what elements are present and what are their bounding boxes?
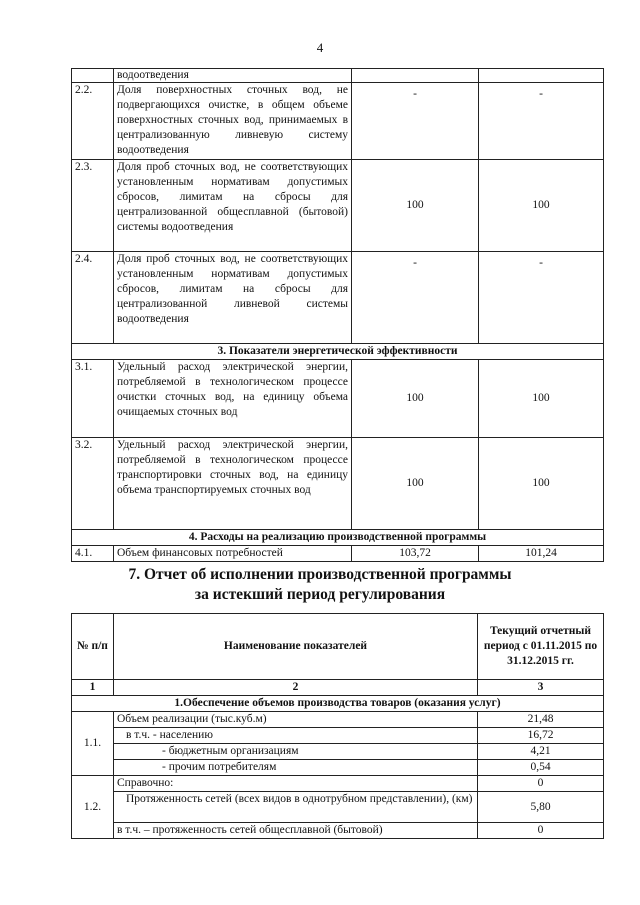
indicator-text: в т.ч. – протяженность сетей общесплавной (бытовой)	[114, 823, 478, 839]
value-cell	[352, 69, 479, 83]
table-row	[72, 83, 604, 160]
value-cell: -	[352, 83, 479, 160]
indicator-text: - бюджетным организациям	[114, 744, 478, 760]
row-number: 2.2.	[72, 83, 114, 160]
indicator-text: в т.ч. - населению	[114, 728, 478, 744]
value-cell: 100	[479, 360, 604, 438]
header-period: Текущий отчетный период с 01.11.2015 по 31.12.2015 гг.	[478, 614, 604, 680]
value-cell: 0	[478, 823, 604, 839]
column-number: 3	[478, 680, 604, 696]
value-cell: 4,21	[478, 744, 604, 760]
section-7-title: 7. Отчет об исполнении производственной программы	[128, 566, 512, 583]
value-cell: 100	[352, 360, 479, 438]
table-row	[72, 744, 604, 760]
value-cell: 100	[352, 160, 479, 252]
value-cell	[479, 69, 604, 83]
row-number: 1.2.	[72, 776, 114, 839]
value-cell: 103,72	[352, 546, 479, 562]
column-number: 1	[72, 680, 114, 696]
value-cell: -	[352, 252, 479, 344]
table-row	[72, 69, 604, 83]
page-number: 4	[316, 40, 324, 55]
value-cell: 0	[478, 776, 604, 792]
row-number: 2.3.	[72, 160, 114, 252]
table-row	[72, 712, 604, 728]
section-heading: 3. Показатели энергетической эффективности	[72, 344, 604, 360]
section-heading: 4. Расходы на реализацию производственной программы	[72, 530, 604, 546]
indicator-text: Доля поверхностных сточных вод, не подвергающихся очистке, в общем объеме поверхностных сточных вод, принимаемых в централизованную ливневую систему водоотведения	[114, 83, 352, 160]
indicator-text: - прочим потребителям	[114, 760, 478, 776]
value-cell: 100	[479, 438, 604, 530]
indicator-text: Объем финансовых потребностей	[114, 546, 352, 562]
indicator-text: Доля проб сточных вод, не соответствующих установленным нормативам допустимых сбросов, лимитам на сбросы для централизованной ливневой системы водоотведения	[114, 252, 352, 344]
value-cell: 21,48	[478, 712, 604, 728]
value-cell: 0,54	[478, 760, 604, 776]
indicator-text: Протяженность сетей (всех видов в однотрубном представлении), (км)	[114, 792, 478, 823]
indicator-text: Справочно:	[114, 776, 478, 792]
section-heading: 1.Обеспечение объемов производства товаров (оказания услуг)	[72, 696, 604, 712]
indicator-text: Доля проб сточных вод, не соответствующих установленным нормативам допустимых сбросов, лимитам на сбросы для централизованной общесплавной (бытовой) системы водоотведения	[114, 160, 352, 252]
table-row	[72, 728, 604, 744]
value-cell: 100	[352, 438, 479, 530]
row-number: 2.4.	[72, 252, 114, 344]
value-cell: -	[479, 83, 604, 160]
row-number: 4.1.	[72, 546, 114, 562]
indicators-table	[71, 68, 604, 562]
row-number: 1.1.	[72, 712, 114, 776]
column-numbers-row	[72, 680, 604, 696]
header-num: № п/п	[72, 614, 114, 680]
table-row	[72, 546, 604, 562]
row-number: 3.1.	[72, 360, 114, 438]
table-row	[72, 760, 604, 776]
value-cell: 16,72	[478, 728, 604, 744]
indicator-text: Объем реализации (тыс.куб.м)	[114, 712, 478, 728]
header-row	[72, 614, 604, 680]
report-table	[71, 613, 604, 839]
value-cell: -	[479, 252, 604, 344]
row-number	[72, 69, 114, 83]
indicator-text: водоотведения	[114, 69, 352, 83]
table-row	[72, 252, 604, 344]
section-row	[72, 530, 604, 546]
value-cell: 101,24	[479, 546, 604, 562]
row-number: 3.2.	[72, 438, 114, 530]
table-row	[72, 776, 604, 792]
section-row	[72, 696, 604, 712]
table-row	[72, 438, 604, 530]
section-7-subtitle: за истекший период регулирования	[194, 586, 446, 603]
table-row	[72, 360, 604, 438]
value-cell: 100	[479, 160, 604, 252]
value-cell: 5,80	[478, 792, 604, 823]
section-row	[72, 344, 604, 360]
column-number: 2	[114, 680, 478, 696]
table-row	[72, 792, 604, 823]
header-name: Наименование показателей	[114, 614, 478, 680]
table-row	[72, 823, 604, 839]
table-row	[72, 160, 604, 252]
indicator-text: Удельный расход электрической энергии, потребляемой в технологическом процессе транспортировки сточных вод, на единицу объема транспортируемых сточных вод	[114, 438, 352, 530]
indicator-text: Удельный расход электрической энергии, потребляемой в технологическом процессе очистки сточных вод, на единицу объема очищаемых сточных вод	[114, 360, 352, 438]
